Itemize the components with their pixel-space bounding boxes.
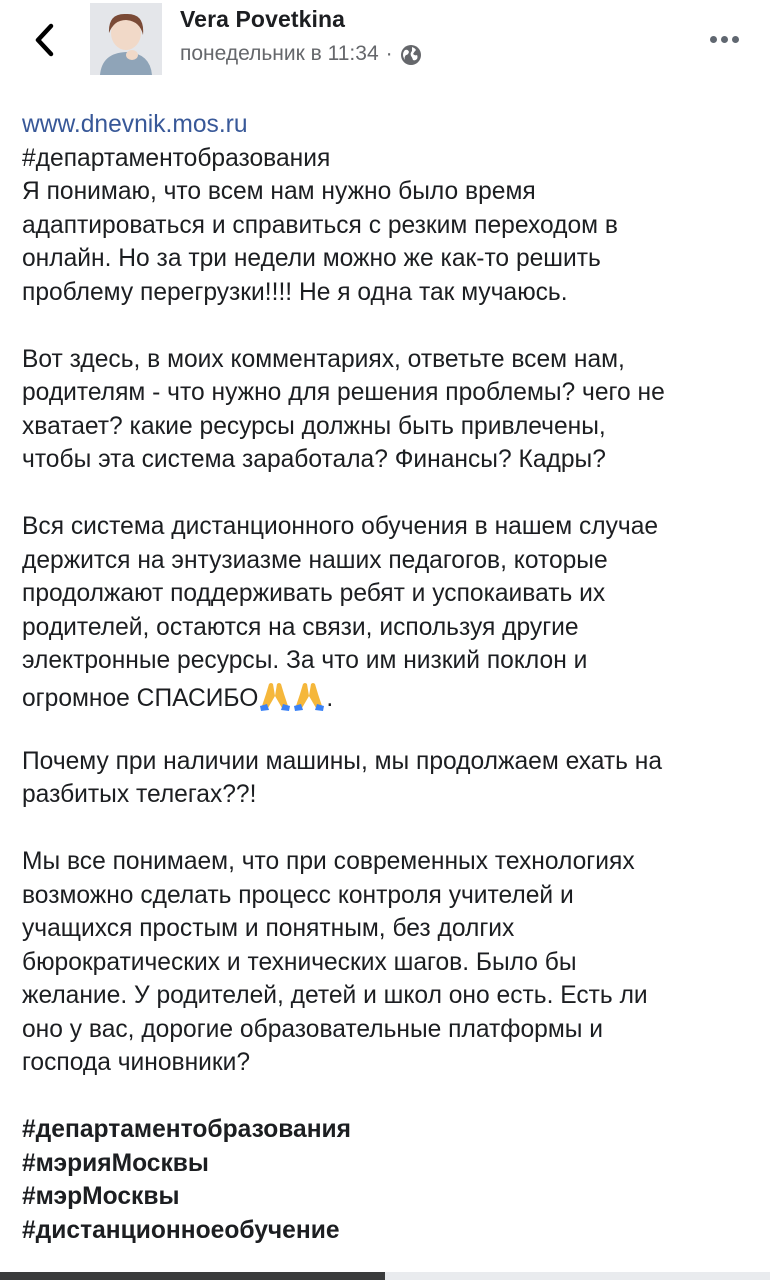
hashtag-link[interactable]: #мэрМосквы xyxy=(22,1183,180,1210)
paragraph-gap xyxy=(22,477,752,511)
more-horizontal-icon xyxy=(710,36,717,43)
bottom-edge xyxy=(0,1272,770,1280)
paragraph-2-line: родителям - что нужно для решения проблемы? чего не xyxy=(22,379,665,406)
paragraph-gap xyxy=(22,1080,752,1114)
paragraph-3-end: . xyxy=(326,684,334,712)
paragraph-3-line: родителей, остаются на связи, используя другие xyxy=(22,613,579,641)
chevron-left-icon xyxy=(32,23,56,57)
more-dot xyxy=(721,36,728,43)
paragraph-gap xyxy=(22,718,752,745)
paragraph-5-line: возможно сделать процесс контроля учителей и xyxy=(22,881,574,909)
paragraph-1-line: адаптироваться и справиться с резким переходом в xyxy=(22,211,618,239)
paragraph-2-line: хватает? какие ресурсы должны быть привлечены, xyxy=(22,412,606,440)
paragraph-gap xyxy=(22,309,752,343)
post-meta xyxy=(180,42,422,66)
paragraph-5-line: Мы все понимаем, что при современных технологиях xyxy=(22,848,635,875)
paragraph-5-line: оно у вас, дорогие образовательные платформы и xyxy=(22,1015,603,1043)
paragraph-1-line: Я понимаю, что всем нам нужно было время xyxy=(22,178,536,205)
hashtag-top[interactable]: #департаментобразования xyxy=(22,144,331,172)
paragraph-3-text: огромное СПАСИБО xyxy=(22,684,259,712)
paragraph-1-line: проблему перегрузки!!!! Не я одна так мучаюсь. xyxy=(22,278,568,306)
post-timestamp[interactable]: понедельник в 11:34 xyxy=(180,42,379,65)
paragraph-2-line: Вот здесь, в моих комментариях, ответьте всем нам, xyxy=(22,345,625,373)
paragraph-5-line: желание. У родителей, детей и школ оно есть. Есть ли xyxy=(22,982,648,1009)
folded-hands-icon xyxy=(292,678,326,712)
paragraph-3-line: электронные ресурсы. За что им низкий поклон и xyxy=(22,647,588,674)
paragraph-3-line: Вся система дистанционного обучения в нашем случае xyxy=(22,513,659,540)
paragraph-5-line: господа чиновники? xyxy=(22,1049,251,1076)
folded-hands-icon xyxy=(258,678,292,712)
paragraph-5-line: бюрократических и технических шагов. Было бы xyxy=(22,948,577,976)
paragraph-2-line: чтобы эта система заработала? Финансы? Кадры? xyxy=(22,446,606,473)
paragraph-4-line: разбитых телегах??! xyxy=(22,781,257,808)
paragraph-3-line: держится на энтузиазме наших педагогов, которые xyxy=(22,546,608,574)
post-body xyxy=(22,108,752,1247)
globe-icon xyxy=(400,44,422,66)
paragraph-5-line: учащихся простым и понятным, без долгих xyxy=(22,915,515,942)
author-name[interactable]: Vera Povetkina xyxy=(180,6,346,32)
post-link[interactable]: www.dnevnik.mos.ru xyxy=(22,111,248,138)
hashtag-link[interactable]: #департаментобразования xyxy=(22,1116,352,1143)
paragraph-gap xyxy=(22,812,752,846)
avatar[interactable] xyxy=(90,3,162,75)
post-header xyxy=(0,0,770,96)
bottom-edge-left xyxy=(0,1272,385,1280)
paragraph-1-line: онлайн. Но за три недели можно же как-то решить xyxy=(22,245,601,272)
profile-photo xyxy=(90,3,162,75)
paragraph-3-last-line xyxy=(22,678,752,718)
hashtag-link[interactable]: #мэрияМосквы xyxy=(22,1149,209,1177)
paragraph-3-line: продолжают поддерживать ребят и успокаивать их xyxy=(22,580,606,607)
hashtag-link[interactable]: #дистанционноеобучение xyxy=(22,1216,340,1244)
back-button[interactable] xyxy=(26,20,62,60)
more-dot xyxy=(732,36,739,43)
paragraph-4-line: Почему при наличии машины, мы продолжаем ехать на xyxy=(22,747,663,775)
meta-separator: · xyxy=(385,42,393,65)
more-options-button[interactable] xyxy=(704,24,744,54)
